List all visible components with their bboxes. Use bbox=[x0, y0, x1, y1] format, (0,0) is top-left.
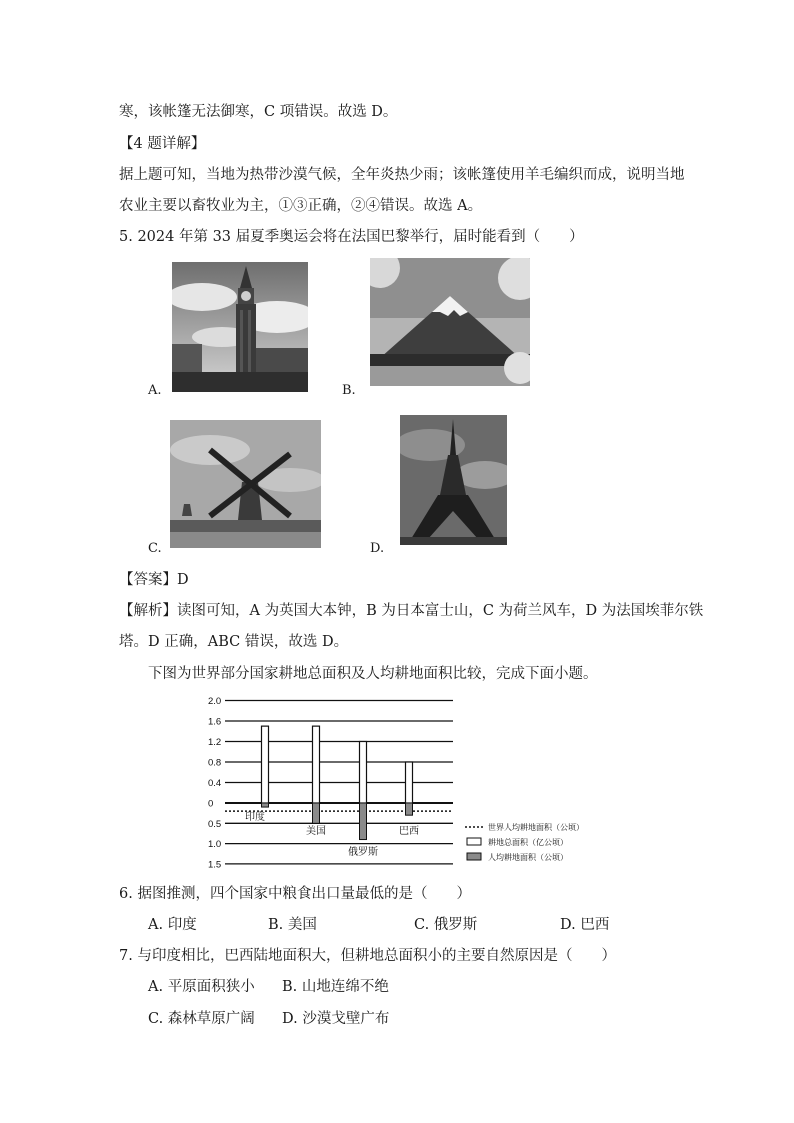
text-line: 农业主要以畜牧业为主，①③正确，②④错误。故选 A。 bbox=[119, 198, 483, 214]
tick-label: 0.4 bbox=[208, 778, 222, 789]
bar-total-area bbox=[262, 726, 269, 803]
photo-eiffel-tower bbox=[400, 415, 507, 545]
legend-total-swatch bbox=[467, 838, 481, 845]
bar-per-capita bbox=[406, 803, 413, 815]
option-c-label: C. bbox=[148, 541, 162, 556]
bar-per-capita bbox=[313, 803, 320, 823]
category-label: 美国 bbox=[306, 826, 326, 837]
tick-label: 1.6 bbox=[208, 716, 222, 728]
legend-total-label: 耕地总面积（亿公顷） bbox=[488, 838, 568, 847]
q6-option-b[interactable]: B. 美国 bbox=[268, 917, 317, 933]
photo-windmill bbox=[170, 420, 321, 548]
tick-label: 0 bbox=[208, 798, 214, 810]
category-label: 巴西 bbox=[399, 826, 419, 837]
option-b-label: B. bbox=[342, 383, 356, 398]
category-label: 俄罗斯 bbox=[348, 847, 378, 858]
tick-label: 1.5 bbox=[208, 859, 222, 870]
bar-per-capita bbox=[262, 803, 269, 807]
photo-big-ben bbox=[172, 262, 308, 392]
bar-per-capita bbox=[360, 803, 367, 840]
option-d-label: D. bbox=[370, 541, 385, 556]
farmland-chart bbox=[200, 690, 600, 870]
q7-option-a[interactable]: A. 平原面积狭小 bbox=[148, 979, 255, 995]
q6-option-a[interactable]: A. 印度 bbox=[148, 917, 197, 933]
q7-option-c[interactable]: C. 森林草原广阔 bbox=[148, 1011, 255, 1027]
answer: 【答案】D bbox=[119, 572, 189, 588]
tick-label: 1.2 bbox=[208, 737, 222, 748]
q7-option-d[interactable]: D. 沙漠戈壁广布 bbox=[282, 1011, 390, 1027]
tick-label: 0.8 bbox=[208, 757, 222, 769]
text-line: 据上题可知，当地为热带沙漠气候，全年炎热少雨；该帐篷使用羊毛编织而成，说明当地 bbox=[119, 167, 685, 183]
option-a-label: A. bbox=[148, 383, 162, 398]
section-heading: 【4 题详解】 bbox=[119, 136, 206, 152]
text-line: 寒，该帐篷无法御寒，C 项错误。故选 D。 bbox=[119, 104, 398, 120]
legend-per-capita-swatch bbox=[467, 853, 481, 860]
q6-option-d[interactable]: D. 巴西 bbox=[560, 917, 610, 933]
tick-label: 1.0 bbox=[208, 839, 222, 851]
analysis-cont: 塔。D 正确，ABC 错误，故选 D。 bbox=[119, 634, 349, 650]
legend-world-label: 世界人均耕地面积（公顷） bbox=[488, 823, 584, 832]
tick-label: 0.5 bbox=[208, 818, 222, 830]
category-label: 印度 bbox=[245, 812, 265, 823]
legend-per-capita-label: 人均耕地面积（公顷） bbox=[488, 853, 568, 862]
q6-option-c[interactable]: C. 俄罗斯 bbox=[414, 917, 478, 933]
bar-total-area bbox=[406, 762, 413, 803]
q7-option-b[interactable]: B. 山地连绵不绝 bbox=[282, 979, 389, 995]
chart-intro: 下图为世界部分国家耕地总面积及人均耕地面积比较，完成下面小题。 bbox=[148, 666, 598, 682]
analysis: 【解析】读图可知，A 为英国大本钟，B 为日本富士山，C 为荷兰风车，D 为法国埃菲尔铁 bbox=[119, 603, 704, 619]
question-7: 7. 与印度相比，巴西陆地面积大，但耕地总面积小的主要自然原因是（ ） bbox=[119, 948, 616, 964]
photo-mount-fuji bbox=[370, 258, 530, 386]
tick-label: 2.0 bbox=[208, 696, 222, 707]
bar-total-area bbox=[360, 742, 367, 804]
question-6: 6. 据图推测，四个国家中粮食出口量最低的是（ ） bbox=[119, 886, 471, 902]
question-5: 5. 2024 年第 33 届夏季奥运会将在法国巴黎举行，届时能看到（ ） bbox=[119, 229, 584, 245]
bar-total-area bbox=[313, 726, 320, 803]
